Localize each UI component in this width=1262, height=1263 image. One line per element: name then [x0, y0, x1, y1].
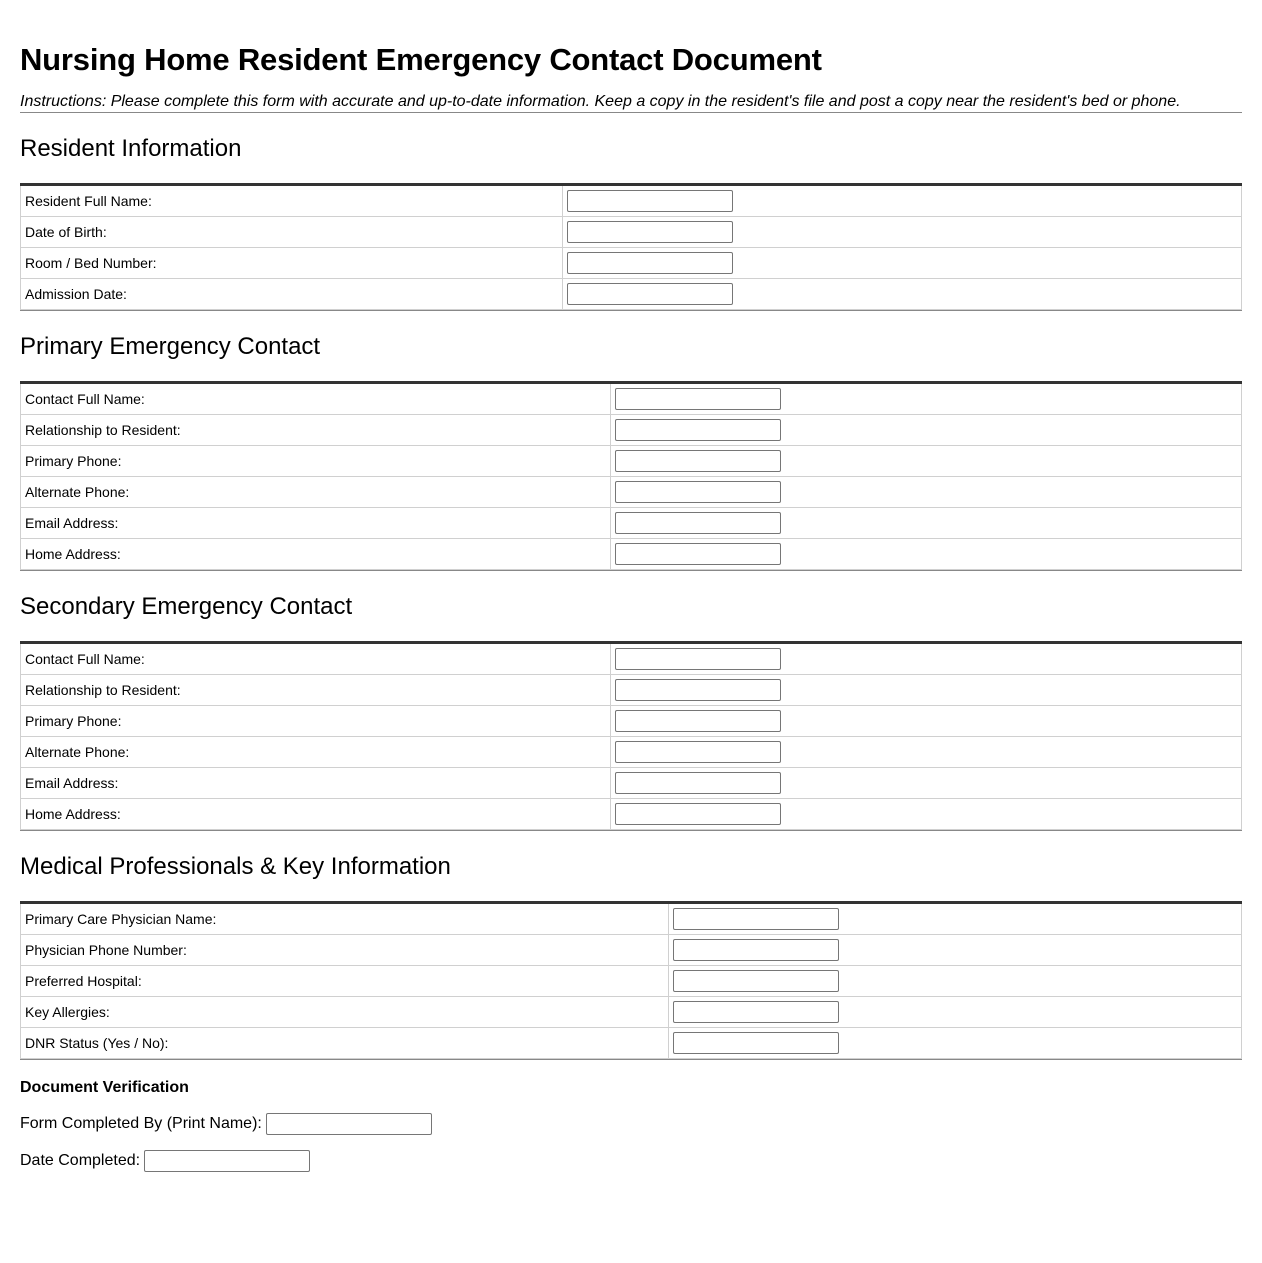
- instructions-text: Instructions: Please complete this form with accurate and up-to-date information. Keep a copy in the resident's file and post a copy near the resident's bed or phone.: [20, 93, 1181, 110]
- divider: [20, 1059, 1242, 1060]
- field-label: Primary Care Physician Name:: [21, 903, 669, 935]
- field-label: Primary Phone:: [21, 706, 611, 737]
- secondary-relationship-input[interactable]: [615, 679, 781, 701]
- field-cell: [611, 539, 1242, 570]
- field-label: Date of Birth:: [21, 217, 563, 248]
- divider: [20, 570, 1242, 571]
- primary-phone-input[interactable]: [615, 450, 781, 472]
- divider: [20, 310, 1242, 311]
- field-cell: [563, 217, 1242, 248]
- preferred-hospital-input[interactable]: [673, 970, 839, 992]
- table-row: [21, 446, 1242, 477]
- field-cell: [563, 248, 1242, 279]
- field-cell: [563, 279, 1242, 310]
- resident-info-table: [20, 183, 1242, 310]
- table-row: [21, 1028, 1242, 1059]
- table-row: [21, 185, 1242, 217]
- primary-contact-name-input[interactable]: [615, 388, 781, 410]
- field-label: Alternate Phone:: [21, 737, 611, 768]
- physician-name-input[interactable]: [673, 908, 839, 930]
- primary-contact-table: [20, 381, 1242, 570]
- table-row: [21, 799, 1242, 830]
- field-label: Preferred Hospital:: [21, 966, 669, 997]
- completed-by-row: [20, 1113, 1242, 1135]
- field-label: Room / Bed Number:: [21, 248, 563, 279]
- field-label: Admission Date:: [21, 279, 563, 310]
- field-cell: [669, 966, 1242, 997]
- field-label: Primary Phone:: [21, 446, 611, 477]
- field-cell: [611, 446, 1242, 477]
- field-label: Relationship to Resident:: [21, 415, 611, 446]
- table-row: [21, 539, 1242, 570]
- table-row: [21, 477, 1242, 508]
- field-cell: [611, 477, 1242, 508]
- field-label: Physician Phone Number:: [21, 935, 669, 966]
- verification-title: Document Verification: [20, 1079, 189, 1096]
- section-title-secondary-contact: Secondary Emergency Contact: [20, 593, 353, 620]
- field-cell: [563, 185, 1242, 217]
- table-row: [21, 643, 1242, 675]
- primary-alternate-phone-input[interactable]: [615, 481, 781, 503]
- completed-by-input[interactable]: [266, 1113, 432, 1135]
- field-label: Key Allergies:: [21, 997, 669, 1028]
- completed-by-label: Form Completed By (Print Name):: [20, 1115, 262, 1132]
- field-cell: [611, 508, 1242, 539]
- key-allergies-input[interactable]: [673, 1001, 839, 1023]
- secondary-contact-table: [20, 641, 1242, 830]
- table-row: [21, 415, 1242, 446]
- secondary-home-address-input[interactable]: [615, 803, 781, 825]
- field-cell: [611, 675, 1242, 706]
- field-label: Contact Full Name:: [21, 643, 611, 675]
- divider: [20, 112, 1242, 113]
- divider: [20, 830, 1242, 831]
- secondary-phone-input[interactable]: [615, 710, 781, 732]
- table-row: [21, 248, 1242, 279]
- field-cell: [611, 768, 1242, 799]
- field-cell: [611, 737, 1242, 768]
- table-row: [21, 508, 1242, 539]
- field-label: DNR Status (Yes / No):: [21, 1028, 669, 1059]
- section-title-resident: Resident Information: [20, 135, 242, 162]
- room-bed-number-input[interactable]: [567, 252, 733, 274]
- secondary-alternate-phone-input[interactable]: [615, 741, 781, 763]
- field-label: Alternate Phone:: [21, 477, 611, 508]
- table-row: [21, 903, 1242, 935]
- field-cell: [669, 1028, 1242, 1059]
- resident-full-name-input[interactable]: [567, 190, 733, 212]
- table-row: [21, 966, 1242, 997]
- page-title: Nursing Home Resident Emergency Contact Document: [20, 42, 822, 77]
- field-cell: [611, 415, 1242, 446]
- section-title-medical: Medical Professionals & Key Information: [20, 853, 451, 880]
- table-row: [21, 706, 1242, 737]
- table-row: [21, 383, 1242, 415]
- field-cell: [611, 799, 1242, 830]
- field-cell: [669, 997, 1242, 1028]
- date-completed-row: [20, 1150, 1242, 1172]
- field-label: Home Address:: [21, 799, 611, 830]
- field-label: Resident Full Name:: [21, 185, 563, 217]
- table-row: [21, 279, 1242, 310]
- dnr-status-input[interactable]: [673, 1032, 839, 1054]
- table-row: [21, 737, 1242, 768]
- field-label: Email Address:: [21, 768, 611, 799]
- date-of-birth-input[interactable]: [567, 221, 733, 243]
- field-cell: [611, 643, 1242, 675]
- field-label: Email Address:: [21, 508, 611, 539]
- table-row: [21, 217, 1242, 248]
- section-title-primary-contact: Primary Emergency Contact: [20, 333, 321, 360]
- primary-home-address-input[interactable]: [615, 543, 781, 565]
- table-row: [21, 675, 1242, 706]
- physician-phone-input[interactable]: [673, 939, 839, 961]
- admission-date-input[interactable]: [567, 283, 733, 305]
- primary-relationship-input[interactable]: [615, 419, 781, 441]
- table-row: [21, 935, 1242, 966]
- date-completed-label: Date Completed:: [20, 1152, 141, 1169]
- date-completed-input[interactable]: [144, 1150, 310, 1172]
- table-row: [21, 768, 1242, 799]
- secondary-email-input[interactable]: [615, 772, 781, 794]
- field-label: Home Address:: [21, 539, 611, 570]
- field-cell: [611, 706, 1242, 737]
- field-cell: [669, 903, 1242, 935]
- primary-email-input[interactable]: [615, 512, 781, 534]
- table-row: [21, 997, 1242, 1028]
- field-cell: [611, 383, 1242, 415]
- secondary-contact-name-input[interactable]: [615, 648, 781, 670]
- field-cell: [669, 935, 1242, 966]
- medical-info-table: [20, 901, 1242, 1059]
- field-label: Contact Full Name:: [21, 383, 611, 415]
- field-label: Relationship to Resident:: [21, 675, 611, 706]
